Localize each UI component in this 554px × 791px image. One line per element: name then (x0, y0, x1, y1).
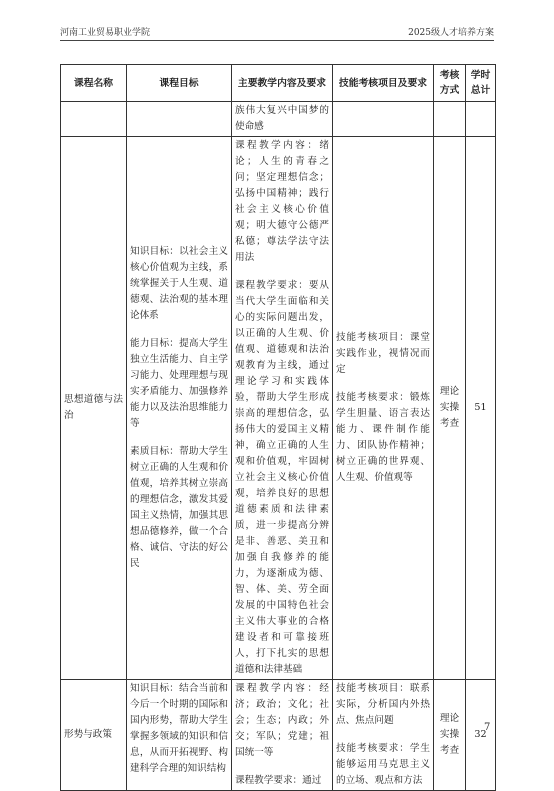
col-header-course-goals: 课程目标 (127, 65, 232, 102)
goal-ability: 能力目标：提高大学生独立生活能力、自主学习能力、处理理想与现实矛盾能力、加强修养能力以及法治思维能力等 (130, 338, 228, 429)
goal-knowledge: 知识目标：结合当前和今后一个时期的国际和国内形势，帮助大学生掌握多领域的知识和信息，从而开拓视野、构建科学合理的知识结构 (130, 683, 228, 774)
col-header-hours: 学时总计 (466, 65, 496, 102)
skill-project: 技能考核项目：联系实际，分析国内外热点、焦点问题 (336, 683, 430, 726)
col-header-assessment: 考核方式 (434, 65, 466, 102)
col-header-course-name: 课程名称 (61, 65, 127, 102)
table-row-situation-policy (61, 680, 496, 791)
goal-knowledge: 知识目标：以社会主义核心价值观为主线，系统掌握关于人生观、道德观、法治观的基本理论体系 (130, 246, 228, 321)
total-hours: 32 (474, 729, 487, 740)
table-row-ethics-law (61, 137, 496, 680)
skill-requirements: 技能考核要求：学生能够运用马克思主义的立场、观点和方法 (336, 743, 430, 786)
page-header (60, 26, 494, 41)
teaching-content: 课程教学内容：经济；政治；文化；社会；生态；内政；外交；军队；党建；祖国统一等 (235, 683, 329, 758)
assessment-method: 理论实操考查 (439, 386, 460, 429)
page-number: 7 (484, 722, 491, 733)
goal-quality: 素质目标：帮助大学生树立正确的人生观和价值观，培养其树立崇高的理想信念，激发其爱国主义热情，加强其思想品德修养，做一个合格、诚信、守法的好公民 (130, 446, 228, 569)
skill-project: 技能考核项目：课堂实践作业，视情况而定 (336, 332, 430, 375)
header-doc-title: 2025级人才培养方案 (408, 28, 494, 38)
teaching-content: 课程教学内容：绪论；人生的青春之问；坚定理想信念；弘扬中国精神；践行社会主义核心价值观；明大德守公德严私德；尊法学法守法用法 (235, 140, 329, 263)
curriculum-table (60, 64, 496, 791)
header-school-name: 河南工业贸易职业学院 (60, 28, 151, 38)
table-row-continuation (61, 102, 496, 137)
col-header-skills: 技能考核项目及要求 (333, 65, 434, 102)
course-name-ethics: 思想道德与法治 (64, 394, 123, 421)
total-hours: 51 (474, 402, 487, 413)
teaching-requirements: 课程教学要求：通过 (235, 775, 322, 786)
assessment-method: 理论实操考查 (439, 713, 460, 756)
continuation-content: 族伟大复兴中国梦的使命感 (235, 105, 329, 132)
table-header-row (61, 65, 496, 102)
skill-requirements: 技能考核要求：锻炼学生胆量、语言表达能力、课件制作能力、团队协作精神；树立正确的世界观、人生观、价值观等 (336, 392, 430, 483)
col-header-content: 主要教学内容及要求 (232, 65, 333, 102)
course-name-policy: 形势与政策 (64, 729, 112, 740)
teaching-requirements: 课程教学要求：要从当代大学生面临和关心的实际问题出发，以正确的人生观、价值观、道德观和法治观教育为主线，通过理论学习和实践体验，帮助大学生形成崇高的理想信念，弘扬伟大的爱国主义精神，确立正确的人生观和价值观，牢固树立社会主义核心价值观，培养良好的思想道德素质和法律素质，进一步提高分辨是非、善恶、美丑和加强自我修养的能力，为逐渐成为德、智、体、美、劳全面发展的中国特色社会主义伟大事业的合格建设者和可靠接班人，打下扎实的思想道德和法律基础 (235, 280, 329, 675)
